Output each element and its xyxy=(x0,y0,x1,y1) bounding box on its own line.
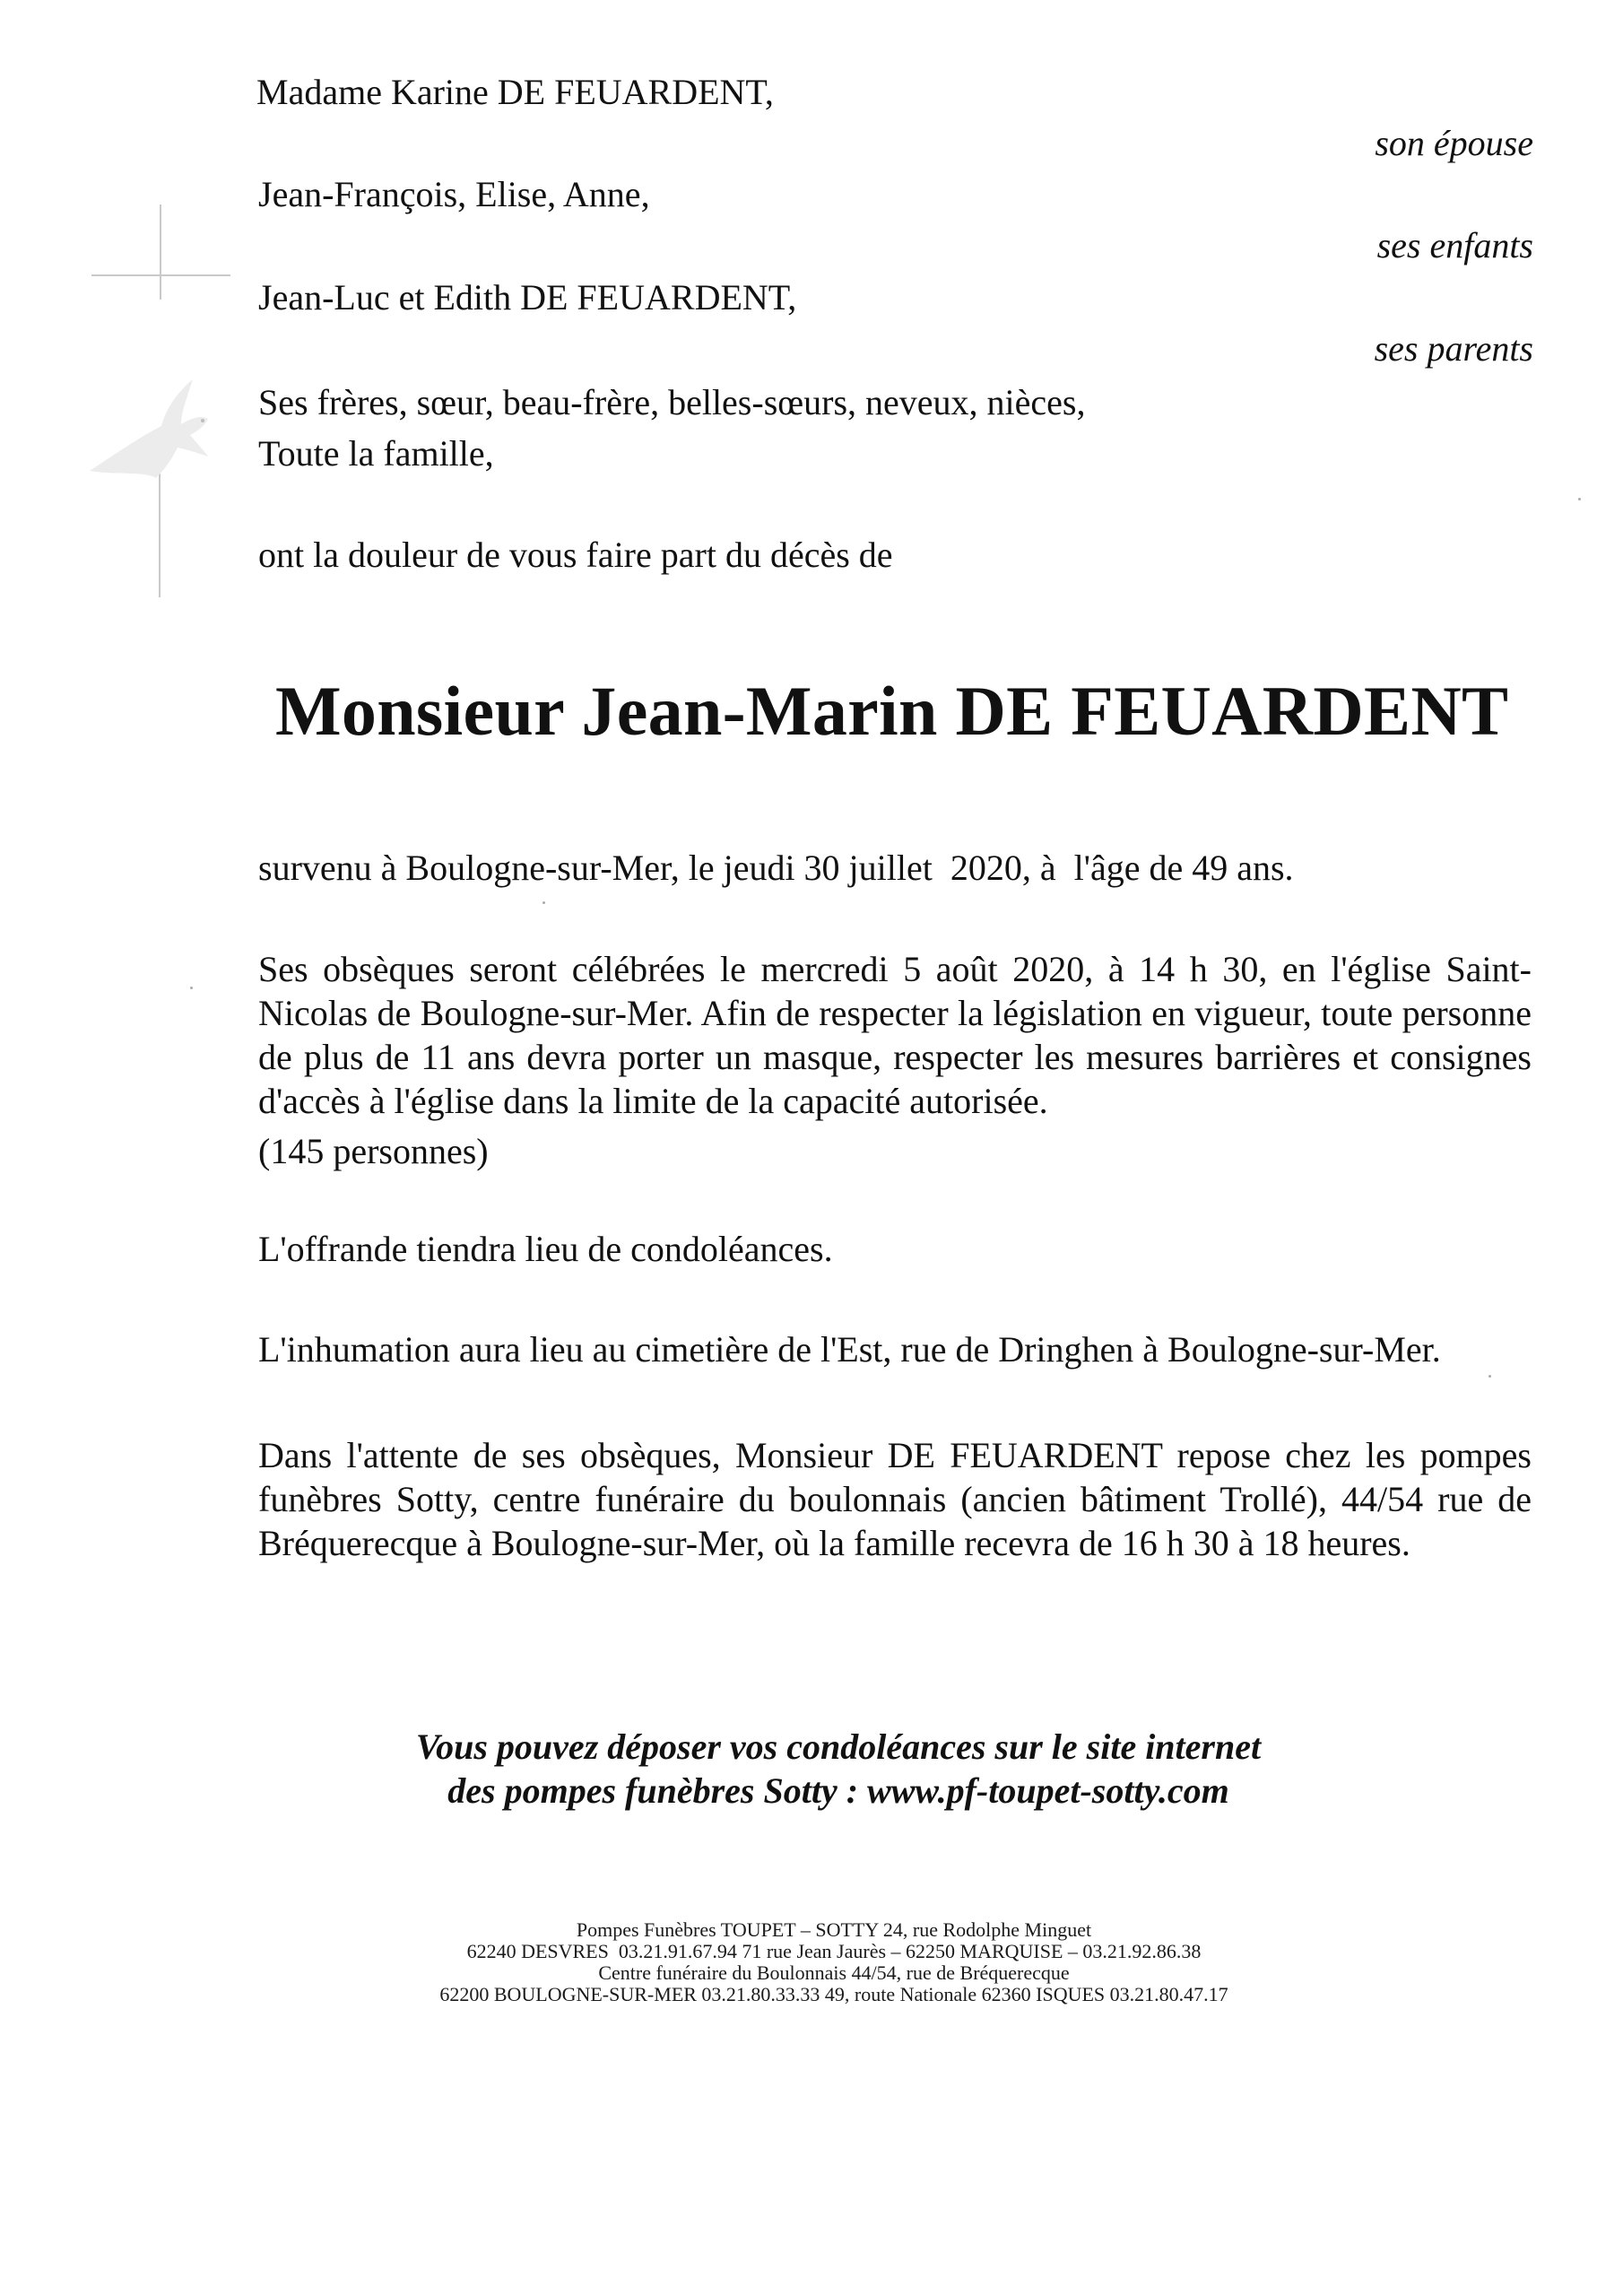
footer-line-1: Pompes Funèbres TOUPET – SOTTY 24, rue Rodolphe Minguet xyxy=(576,1918,1092,1941)
spouse-name: Madame Karine DE FEUARDENT, xyxy=(256,72,774,112)
cross-horizontal xyxy=(91,274,230,276)
scan-speck xyxy=(1488,1375,1491,1378)
condolences-notice xyxy=(0,1725,1623,1813)
parents-names: Jean-Luc et Edith DE FEUARDENT, xyxy=(258,277,797,317)
funeral-paragraph: Ses obsèques seront célébrées le mercredi 5 août 2020, à 14 h 30, en l'église Saint-Nicolas de Boulogne-sur-Mer. Afin de respecter la législation en vigueur, toute personne de plus de 11 ans devra porter un masque, respecter les mesures barrières et consignes d'accès à l'église dans la limite de la capacité autorisée. xyxy=(258,949,1532,1121)
visitation-paragraph: Dans l'attente de ses obsèques, Monsieur DE FEUARDENT repose chez les pompes funèbres Sotty, centre funéraire du boulonnais (ancien bâtiment Trollé), 44/54 rue de Bréquerecque à Boulogne-sur-Mer, où la famille recevra de 16 h 30 à 18 heures. xyxy=(258,1435,1532,1563)
extended-family-line-2: Toute la famille, xyxy=(258,433,494,474)
burial-note: L'inhumation aura lieu au cimetière de l'Est, rue de Dringhen à Boulogne-sur-Mer. xyxy=(258,1329,1441,1370)
footer-line-2: 62240 DESVRES 03.21.91.67.94 71 rue Jean Jaurès – 62250 MARQUISE – 03.21.92.86.38 xyxy=(466,1940,1202,1962)
children-names: Jean-François, Elise, Anne, xyxy=(258,174,650,214)
scan-speck xyxy=(1578,498,1581,500)
footer-line-4: 62200 BOULOGNE-SUR-MER 03.21.80.33.33 49, route Nationale 62360 ISQUES 03.21.80.47.17 xyxy=(439,1983,1228,2005)
spouse-relation: son épouse xyxy=(1375,123,1533,163)
extended-family-line-1: Ses frères, sœur, beau-frère, belles-sœurs, neveux, nièces, xyxy=(258,382,1086,422)
announcement-intro: ont la douleur de vous faire part du décès de xyxy=(258,535,893,575)
funeral-home-footer xyxy=(0,1919,1623,2005)
condolences-line-1: Vous pouvez déposer vos condoléances sur le site internet xyxy=(415,1726,1262,1767)
capacity-note: (145 personnes) xyxy=(258,1131,489,1171)
children-relation: ses enfants xyxy=(1376,225,1533,265)
dove-icon xyxy=(81,363,224,498)
deceased-name: Monsieur Jean-Marin DE FEUARDENT xyxy=(275,672,1509,750)
parents-relation: ses parents xyxy=(1374,328,1533,369)
condolences-line-2: des pompes funèbres Sotty : www.pf-toupet-sotty.com xyxy=(447,1770,1229,1811)
footer-line-3: Centre funéraire du Boulonnais 44/54, rue de Bréquerecque xyxy=(598,1961,1070,1984)
offering-note: L'offrande tiendra lieu de condoléances. xyxy=(258,1229,833,1269)
death-details: survenu à Boulogne-sur-Mer, le jeudi 30 juillet 2020, à l'âge de 49 ans. xyxy=(258,848,1294,888)
scan-speck xyxy=(542,901,545,904)
cross-upper-vertical xyxy=(160,204,161,300)
scan-speck xyxy=(190,987,193,989)
